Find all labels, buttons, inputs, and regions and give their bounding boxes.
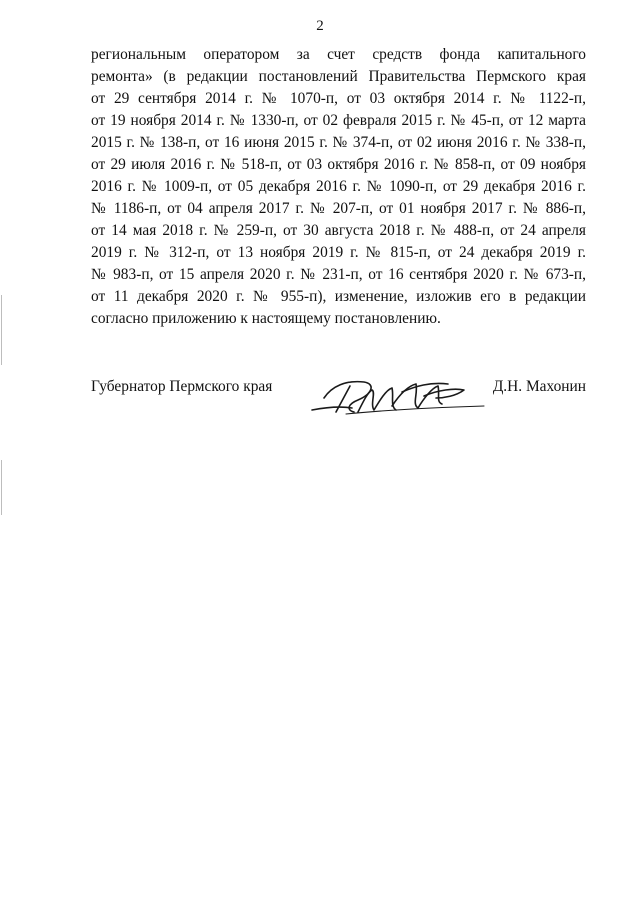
scan-edge-mark — [1, 460, 2, 515]
page-number: 2 — [316, 18, 324, 34]
text-line: ремонта» (в редакции постановлений Правительства Пермского края — [91, 68, 586, 85]
scan-edge-mark — [1, 295, 2, 365]
text-line: от 14 мая 2018 г. № 259-п, от 30 августа 2018 г. № 488-п, от 24 апреля — [91, 222, 586, 239]
signatory-name: Д.Н. Махонин — [492, 378, 586, 395]
signatory-title: Губернатор Пермского края — [91, 378, 273, 395]
body-paragraph — [91, 44, 586, 330]
text-line: согласно приложению к настоящему постановлению. — [91, 310, 441, 327]
text-line: 2019 г. № 312-п, от 13 ноября 2019 г. № 815-п, от 24 декабря 2019 г. — [91, 244, 586, 261]
text-line: от 11 декабря 2020 г. № 955-п), изменение, изложив его в редакции — [91, 288, 586, 305]
text-line: 2015 г. № 138-п, от 16 июня 2015 г. № 374-п, от 02 июня 2016 г. № 338-п, — [91, 134, 586, 151]
text-line: от 29 июля 2016 г. № 518-п, от 03 октября 2016 г. № 858-п, от 09 ноября — [91, 156, 586, 173]
handwritten-signature — [306, 370, 486, 422]
text-line: № 983-п, от 15 апреля 2020 г. № 231-п, от 16 сентября 2020 г. № 673-п, — [91, 266, 586, 283]
text-line: № 1186-п, от 04 апреля 2017 г. № 207-п, от 01 ноября 2017 г. № 886-п, — [91, 200, 586, 217]
text-line: от 29 сентября 2014 г. № 1070-п, от 03 октября 2014 г. № 1122-п, — [91, 90, 586, 107]
signature-block — [91, 370, 586, 430]
text-line: 2016 г. № 1009-п, от 05 декабря 2016 г. № 1090-п, от 29 декабря 2016 г. — [91, 178, 586, 195]
text-line: региональным оператором за счет средств фонда капитального — [91, 46, 586, 63]
text-line: от 19 ноября 2014 г. № 1330-п, от 02 февраля 2015 г. № 45-п, от 12 марта — [91, 112, 586, 129]
